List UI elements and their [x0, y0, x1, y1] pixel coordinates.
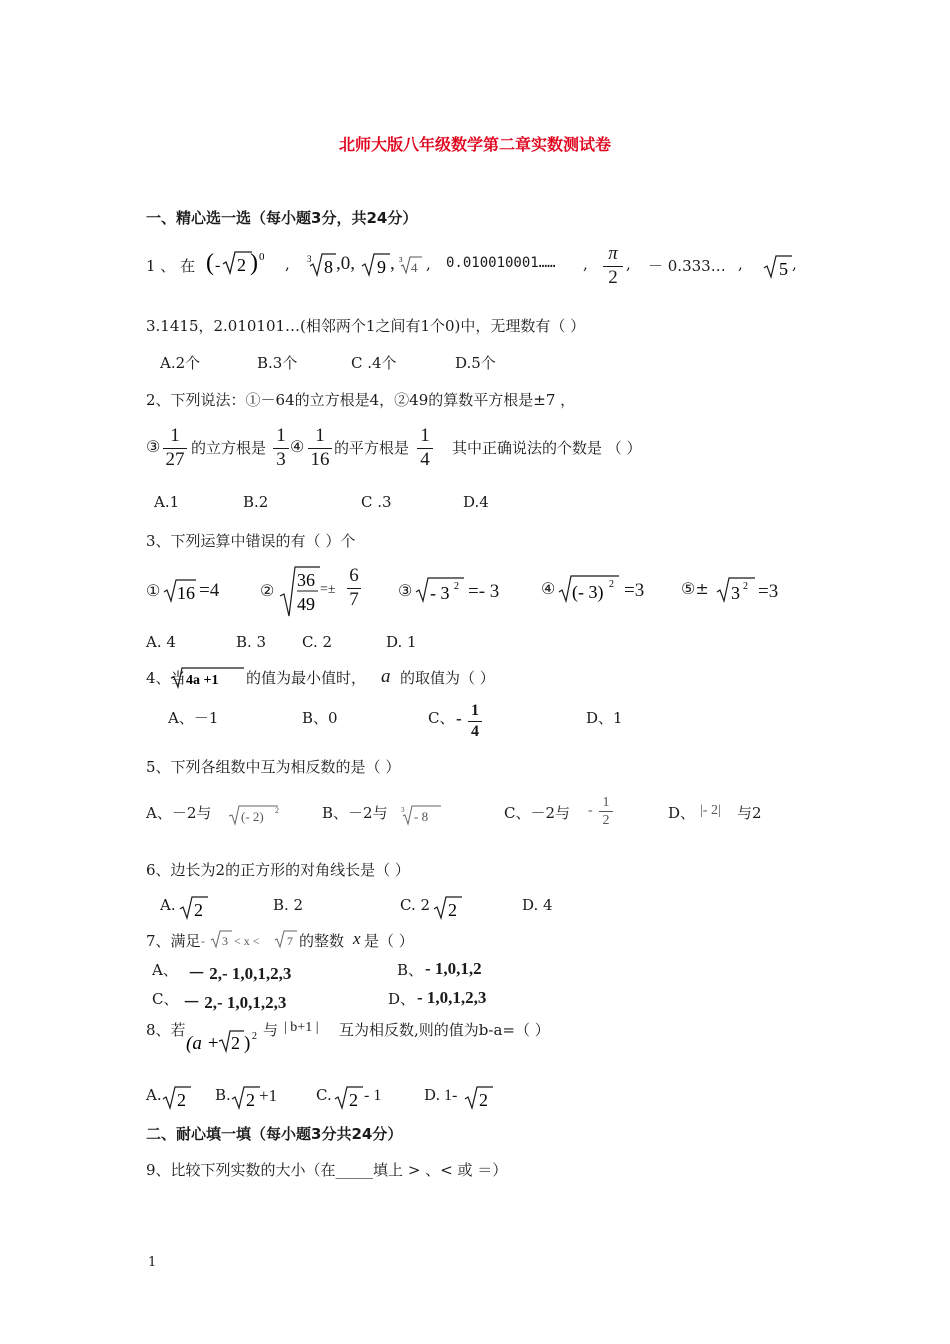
section-heading-1: 一、精心选一选（每小题3分，共24分） [146, 209, 418, 227]
question-9: 9、比较下列实数的大小（在_____填上 > 、< 或 ＝） [146, 1161, 508, 1179]
q6-option-d: D. 4 [522, 896, 553, 914]
sqrt-2-expr [178, 891, 208, 921]
svg-text:2: 2 [237, 255, 246, 275]
svg-text:< x <: < x < [234, 934, 260, 948]
svg-text:(- 2): (- 2) [241, 809, 264, 824]
svg-text:0: 0 [259, 251, 265, 263]
svg-text:3: 3 [399, 256, 403, 264]
inequality-condition [201, 928, 299, 952]
q5-option-c: C、－2与 [504, 804, 571, 822]
svg-text:7: 7 [287, 934, 293, 948]
svg-text:3: 3 [731, 583, 740, 603]
fraction-6-7: 6 7 [347, 566, 361, 611]
q5-line: 5、下列各组数中互为相反数的是（ ） [146, 758, 401, 776]
svg-text:2: 2 [454, 581, 459, 592]
q3-option-a: A. 4 [146, 633, 176, 651]
q3-line: 3、下列运算中错误的有（ ）个 [146, 532, 356, 550]
q8-option-a: A. [146, 1086, 162, 1104]
q8-c-sqrt2 [333, 1081, 363, 1111]
q2-line1: 2、下列说法：①－64的立方根是4，②49的算数平方根是±7 ， [146, 391, 576, 409]
sqrt-3-squared-expr [715, 574, 755, 604]
svg-text:-: - [215, 257, 221, 274]
q2-option-b: B.2 [243, 493, 269, 511]
q7-option-b: B、 [397, 961, 424, 979]
q2-option-c: C .3 [361, 493, 392, 511]
q1-option-d: D.5个 [455, 354, 496, 372]
q1-decimal: 0.010010001…… [446, 255, 556, 271]
sqrt-neg2-squared-expr [228, 802, 284, 828]
svg-text:36: 36 [297, 570, 315, 590]
svg-text:2: 2 [194, 900, 203, 920]
svg-text:8: 8 [324, 257, 333, 277]
svg-text:2: 2 [479, 1090, 488, 1110]
q6-option-c: C. 2 [400, 896, 431, 914]
q6-line: 6、边长为2的正方形的对角线长是（ ） [146, 861, 410, 879]
svg-text:(- 3): (- 3) [572, 582, 604, 602]
fraction-1-4: 1 4 [417, 426, 433, 471]
q7-option-c: C、 [152, 990, 179, 1008]
svg-text:(: ( [206, 250, 214, 276]
q1-option-a: A.2个 [160, 354, 201, 372]
q7-option-d: D、 [388, 990, 416, 1008]
svg-text:2: 2 [231, 1033, 240, 1053]
pi-over-2-fraction: π 2 [603, 244, 623, 289]
fraction-1-16: 1 16 [308, 426, 332, 471]
svg-text:(a +: (a + [186, 1033, 220, 1054]
q6-option-b: B. 2 [273, 896, 304, 914]
q3-option-d: D. 1 [386, 633, 417, 651]
sqrt-16-expr [162, 574, 196, 604]
q1-option-b: B.3个 [257, 354, 298, 372]
svg-text:2: 2 [177, 1090, 186, 1110]
page-number: 1 [148, 1255, 157, 1270]
q6-option-a: A. [160, 896, 176, 914]
q3-option-c: C. 2 [302, 633, 333, 651]
q2-option-d: D.4 [463, 493, 489, 511]
q8-option-c: C. [316, 1086, 332, 1104]
fraction-neg-1-4: 1 4 [468, 702, 482, 740]
sqrt-5-expr [762, 250, 794, 280]
cbrt-4-expr [398, 252, 422, 276]
svg-text:): ) [250, 250, 258, 276]
q4-option-a: A、－1 [168, 709, 219, 727]
svg-text:- 8: - 8 [414, 809, 429, 824]
q4-option-b: B、0 [302, 709, 338, 727]
svg-text:3: 3 [401, 806, 405, 814]
svg-text:-: - [201, 934, 205, 948]
svg-text:- 3: - 3 [430, 583, 450, 603]
svg-text:2: 2 [743, 581, 748, 592]
q1-line2: 3.1415，2.010101…(相邻两个1之间有1个0)中，无理数有（ ） [146, 317, 586, 335]
svg-text:3: 3 [307, 254, 312, 264]
svg-text:2: 2 [252, 1031, 257, 1042]
a-plus-sqrt2-squared-expr [186, 1027, 260, 1057]
svg-text:9: 9 [377, 257, 386, 277]
svg-text:2: 2 [609, 579, 614, 590]
sqrt-neg-3-squared-expr [414, 574, 464, 604]
svg-text:5: 5 [779, 259, 788, 279]
q4-option-c: C、 [428, 709, 455, 727]
q5-option-b: B、－2与 [322, 804, 388, 822]
q5-option-a: A、－2与 [146, 804, 212, 822]
fraction-1-3: 1 3 [273, 426, 289, 471]
svg-text:3: 3 [222, 934, 228, 948]
two-sqrt-2-expr [432, 891, 462, 921]
q7-option-a: A、 [152, 961, 178, 979]
fraction-neg-1-2: 1 2 [599, 795, 613, 829]
q8-b-sqrt2 [230, 1081, 260, 1111]
svg-text:4a +1: 4a +1 [186, 673, 219, 688]
cbrt-8-expr [306, 248, 336, 278]
svg-text:49: 49 [297, 594, 315, 614]
svg-text:): ) [244, 1033, 251, 1054]
q1-label: 1 、 在 [146, 257, 196, 275]
q8-a-sqrt2 [161, 1081, 191, 1111]
q8-d-sqrt2 [463, 1081, 493, 1111]
neg-sqrt2-power-expr [206, 246, 270, 278]
q8-option-b: B. [215, 1086, 231, 1104]
q1-option-c: C .4个 [351, 354, 397, 372]
svg-text:4: 4 [411, 260, 418, 275]
svg-text:2: 2 [349, 1090, 358, 1110]
page-title: 北师大版八年级数学第二章实数测试卷 [338, 135, 611, 154]
fraction-1-27: 1 27 [163, 426, 187, 471]
svg-text:2: 2 [246, 1090, 255, 1110]
sqrt-36-49-expr [278, 564, 320, 618]
q1-neg-repeating: － 0.333… [648, 257, 726, 275]
q5-option-d: D、 [668, 804, 696, 822]
q3-option-b: B. 3 [236, 633, 267, 651]
svg-text:2: 2 [448, 900, 457, 920]
sqrt-neg3-squared-paren-expr [557, 572, 619, 604]
cbrt-neg8-expr [401, 802, 441, 828]
svg-text:2: 2 [275, 806, 279, 815]
q2-option-a: A.1 [154, 493, 180, 511]
svg-text:16: 16 [177, 583, 195, 603]
section-heading-2: 二、耐心填一填（每小题3分共24分） [146, 1125, 403, 1143]
sqrt-4a-plus-1-expr [170, 664, 246, 690]
sqrt-9-expr [360, 248, 390, 278]
q4-option-d: D、1 [586, 709, 623, 727]
q8-option-d: D. [424, 1086, 441, 1104]
